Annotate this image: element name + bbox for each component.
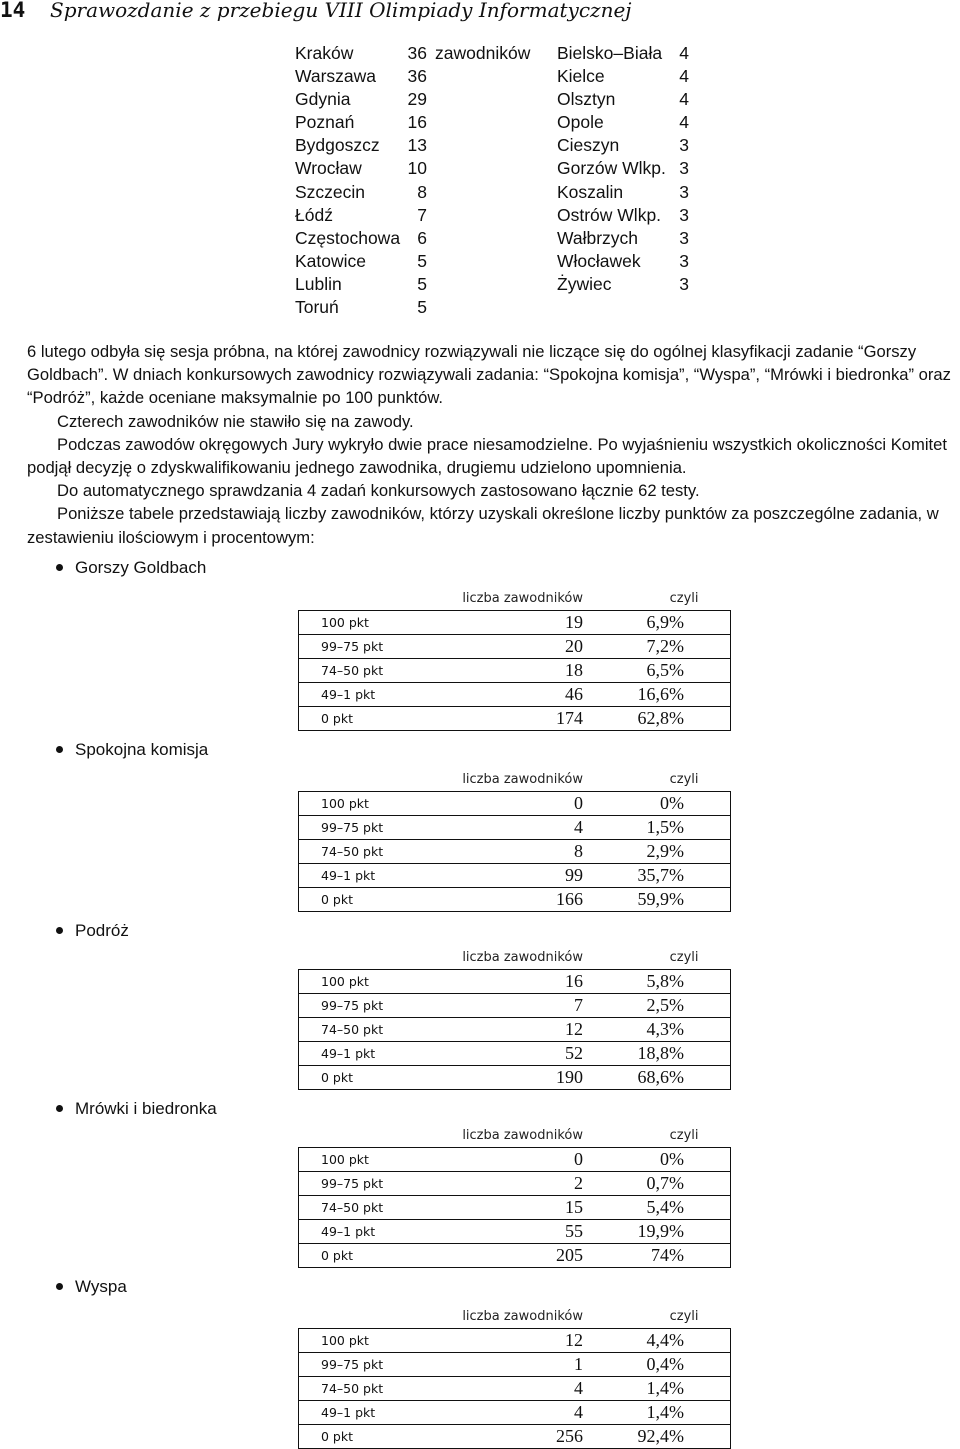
city-count: 4 [679, 89, 689, 110]
score-table [298, 946, 731, 1090]
points-range: 100 pkt [299, 970, 434, 994]
city-count: 29 [407, 89, 427, 110]
participant-count: 46 [433, 683, 592, 707]
points-range: 49–1 pkt [299, 1220, 434, 1244]
paragraph: Czterech zawodników nie stawiło się na zawody. [57, 411, 414, 431]
percentage: 0% [592, 1148, 731, 1172]
city-name: Gdynia [295, 89, 351, 110]
table-row [299, 1018, 731, 1042]
header-pct: czyli [669, 1309, 699, 1324]
city-name: Łódź [295, 204, 333, 225]
table-row [299, 864, 731, 888]
table-row [299, 888, 731, 912]
header-pct: czyli [669, 950, 699, 965]
percentage: 2,5% [592, 994, 731, 1018]
participant-count: 99 [433, 864, 592, 888]
city-count: 16 [407, 112, 427, 133]
participant-count: 16 [433, 970, 592, 994]
header-pct: czyli [669, 591, 699, 606]
table-row [299, 1196, 731, 1220]
points-range: 0 pkt [299, 888, 434, 912]
bullet-icon [56, 1283, 63, 1290]
city-name: Żywiec [557, 273, 612, 294]
participant-count: 18 [433, 659, 592, 683]
percentage: 1,5% [592, 816, 731, 840]
percentage: 2,9% [592, 840, 731, 864]
city-count: 5 [417, 297, 427, 318]
percentage: 59,9% [592, 888, 731, 912]
score-table [298, 768, 731, 912]
city-name: Częstochowa [295, 227, 401, 248]
table-row [299, 683, 731, 707]
unit-label: zawodników [435, 43, 531, 63]
city-name: Bydgoszcz [295, 135, 380, 156]
points-range: 0 pkt [299, 1244, 434, 1268]
table-row [299, 1425, 731, 1449]
participant-count: 1 [433, 1353, 592, 1377]
header-count: liczba zawodników [462, 772, 583, 787]
table-row [299, 1066, 731, 1090]
city-count: 8 [417, 181, 427, 202]
city-count: 36 [407, 43, 427, 63]
paragraph: Do automatycznego sprawdzania 4 zadań konkursowych zastosowano łącznie 62 testy. [57, 481, 700, 501]
city-name: Wałbrzych [557, 227, 639, 248]
percentage: 4,3% [592, 1018, 731, 1042]
city-name: Olsztyn [557, 89, 616, 110]
participant-count: 190 [433, 1066, 592, 1090]
percentage: 1,4% [592, 1377, 731, 1401]
participant-count: 7 [433, 994, 592, 1018]
points-range: 74–50 pkt [299, 659, 434, 683]
bullet-icon [56, 564, 63, 571]
table-row [299, 1042, 731, 1066]
percentage: 6,9% [592, 611, 731, 635]
participant-count: 174 [433, 707, 592, 731]
paragraph: Podczas zawodów okręgowych Jury wykryło dwie prace niesamodzielne. Po wyjaśnieniu wszystkich okoliczności Komitet podjął decyzję o zdyskwalifikowaniu jednego zawodnika, drugiemu udzielono upomnienia. [27, 434, 947, 478]
table-row [299, 707, 731, 731]
table-row [299, 792, 731, 816]
score-table [298, 1305, 731, 1449]
table-row [299, 1244, 731, 1268]
points-range: 99–75 pkt [299, 816, 434, 840]
participant-count: 205 [433, 1244, 592, 1268]
percentage: 92,4% [592, 1425, 731, 1449]
participant-count: 0 [433, 792, 592, 816]
points-range: 100 pkt [299, 1329, 434, 1353]
points-range: 74–50 pkt [299, 1196, 434, 1220]
percentage: 35,7% [592, 864, 731, 888]
section-title: Podróż [56, 921, 129, 941]
city-count: 3 [679, 250, 689, 271]
city-count: 3 [679, 181, 689, 202]
participant-count: 0 [433, 1148, 592, 1172]
city-count: 7 [417, 204, 427, 225]
points-range: 100 pkt [299, 1148, 434, 1172]
points-range: 49–1 pkt [299, 1401, 434, 1425]
city-count: 3 [679, 204, 689, 225]
percentage: 1,4% [592, 1401, 731, 1425]
city-count: 6 [417, 227, 427, 248]
percentage: 0,7% [592, 1172, 731, 1196]
points-range: 0 pkt [299, 707, 434, 731]
percentage: 4,4% [592, 1329, 731, 1353]
city-name: Bielsko–Biała [557, 43, 663, 63]
city-count: 3 [679, 273, 689, 294]
points-range: 0 pkt [299, 1425, 434, 1449]
city-name: Włocławek [557, 250, 641, 271]
percentage: 19,9% [592, 1220, 731, 1244]
table-row [299, 1329, 731, 1353]
city-name: Lublin [295, 273, 342, 294]
city-count: 36 [407, 66, 427, 87]
city-name: Poznań [295, 112, 355, 133]
header-count: liczba zawodników [462, 591, 583, 606]
city-name: Kielce [557, 66, 605, 87]
table-row [299, 1220, 731, 1244]
percentage: 7,2% [592, 635, 731, 659]
participant-count: 4 [433, 816, 592, 840]
points-range: 99–75 pkt [299, 635, 434, 659]
participant-count: 19 [433, 611, 592, 635]
table-header-row [299, 587, 731, 611]
city-name: Gorzów Wlkp. [557, 158, 666, 179]
header-pct: czyli [669, 772, 699, 787]
page-number: 14 [0, 0, 26, 22]
section-title: Mrówki i biedronka [56, 1099, 217, 1119]
table-row [299, 970, 731, 994]
points-range: 49–1 pkt [299, 1042, 434, 1066]
section-title: Wyspa [56, 1277, 127, 1297]
participant-count: 256 [433, 1425, 592, 1449]
participant-count: 2 [433, 1172, 592, 1196]
city-name: Toruń [295, 297, 339, 318]
table-row [299, 1401, 731, 1425]
section-title: Gorszy Goldbach [56, 558, 206, 578]
participant-count: 4 [433, 1401, 592, 1425]
table-row [299, 659, 731, 683]
bullet-icon [56, 1105, 63, 1112]
participant-count: 166 [433, 888, 592, 912]
points-range: 100 pkt [299, 792, 434, 816]
points-range: 74–50 pkt [299, 1018, 434, 1042]
header-count: liczba zawodników [462, 1309, 583, 1324]
score-table [298, 587, 731, 731]
points-range: 99–75 pkt [299, 1353, 434, 1377]
city-count: 4 [679, 112, 689, 133]
participant-count: 52 [433, 1042, 592, 1066]
points-range: 100 pkt [299, 611, 434, 635]
city-count: 13 [407, 135, 427, 156]
table-header-row [299, 1124, 731, 1148]
points-range: 74–50 pkt [299, 840, 434, 864]
city-count: 3 [679, 135, 689, 156]
participant-count: 12 [433, 1329, 592, 1353]
percentage: 5,4% [592, 1196, 731, 1220]
city-count: 4 [679, 43, 689, 63]
city-count: 5 [417, 273, 427, 294]
percentage: 18,8% [592, 1042, 731, 1066]
page-header [0, 0, 960, 28]
participant-count: 15 [433, 1196, 592, 1220]
percentage: 0,4% [592, 1353, 731, 1377]
points-range: 49–1 pkt [299, 683, 434, 707]
table-header-row [299, 768, 731, 792]
table-row [299, 1353, 731, 1377]
points-range: 99–75 pkt [299, 994, 434, 1018]
running-title: Sprawozdanie z przebiegu VIII Olimpiady Informatycznej [50, 0, 632, 22]
bullet-icon [56, 746, 63, 753]
percentage: 6,5% [592, 659, 731, 683]
city-name: Kraków [295, 43, 354, 63]
percentage: 62,8% [592, 707, 731, 731]
section-title: Spokojna komisja [56, 740, 208, 760]
points-range: 0 pkt [299, 1066, 434, 1090]
table-row [299, 1172, 731, 1196]
participant-count: 20 [433, 635, 592, 659]
score-table [298, 1124, 731, 1268]
paragraph: 6 lutego odbyła się sesja próbna, na której zawodnicy rozwiązywali nie liczące się do ogólnej klasyfikacji zadanie “Gorszy Goldbach”. W dniach konkursowych zawodnicy rozwiązywali zadania: “Spokojna komisja”, “Wyspa”, “Mrówki i biedronka” oraz “Podróż”, każde oceniane maksymalnie po 100 punktów. [27, 342, 951, 408]
table-header-row [299, 946, 731, 970]
participant-count: 4 [433, 1377, 592, 1401]
percentage: 16,6% [592, 683, 731, 707]
city-count: 3 [679, 227, 689, 248]
table-row [299, 816, 731, 840]
table-row [299, 611, 731, 635]
table-row [299, 840, 731, 864]
city-name: Szczecin [295, 181, 366, 202]
city-name: Koszalin [557, 181, 624, 202]
city-name: Wrocław [295, 158, 362, 179]
paragraph: Poniższe tabele przedstawiają liczby zawodników, którzy uzyskali określone liczby punktów za poszczególne zadania, w zestawieniu ilościowym i procentowym: [27, 504, 939, 547]
city-name: Ostrów Wlkp. [557, 204, 662, 225]
percentage: 74% [592, 1244, 731, 1268]
participant-count: 8 [433, 840, 592, 864]
percentage: 0% [592, 792, 731, 816]
table-row [299, 1148, 731, 1172]
participant-count: 12 [433, 1018, 592, 1042]
points-range: 99–75 pkt [299, 1172, 434, 1196]
city-name: Opole [557, 112, 604, 133]
city-name: Katowice [295, 250, 367, 271]
participant-count: 55 [433, 1220, 592, 1244]
percentage: 5,8% [592, 970, 731, 994]
header-count: liczba zawodników [462, 1128, 583, 1143]
header-pct: czyli [669, 1128, 699, 1143]
city-count: 4 [679, 66, 689, 87]
city-name: Cieszyn [557, 135, 620, 156]
table-row [299, 1377, 731, 1401]
table-row [299, 994, 731, 1018]
body-text [27, 340, 959, 549]
points-range: 49–1 pkt [299, 864, 434, 888]
points-range: 74–50 pkt [299, 1377, 434, 1401]
city-count: 3 [679, 158, 689, 179]
table-header-row [299, 1305, 731, 1329]
percentage: 68,6% [592, 1066, 731, 1090]
city-count: 10 [407, 158, 427, 179]
bullet-icon [56, 927, 63, 934]
city-count: 5 [417, 250, 427, 271]
city-name: Warszawa [295, 66, 377, 87]
table-row [299, 635, 731, 659]
header-count: liczba zawodników [462, 950, 583, 965]
